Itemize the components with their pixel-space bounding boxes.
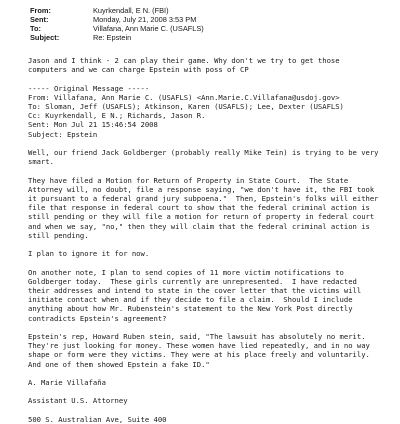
header-value: Monday, July 21, 2008 3:53 PM	[93, 15, 197, 24]
text-line: file that response in federal court to show that the federal criminal action is	[28, 203, 370, 213]
text-line: computers and we can charge Epstein with poss of CP	[28, 65, 249, 75]
email-header	[30, 6, 386, 42]
signature-name	[28, 378, 386, 387]
header-key: To:	[30, 24, 41, 33]
header-row-subject	[30, 33, 386, 42]
paragraph-1	[28, 148, 386, 166]
text-line: 500 S. Australian Ave, Suite 400	[28, 414, 167, 424]
text-line: Epstein's rep, Howard Ruben stein, said, "The lawsuit has absolutely no merit.	[28, 332, 366, 341]
text-line: shape or form were they victims. They were at his place freely and voluntarily.	[28, 350, 370, 360]
text-line: Subject: Epstein	[28, 129, 98, 139]
text-line: ----- Original Message -----	[28, 83, 150, 93]
text-line: contradicts Epstein's agreement?	[28, 313, 167, 323]
paragraph-3	[28, 249, 386, 258]
text-line: still pending.	[28, 230, 89, 240]
paragraph-5	[28, 332, 386, 369]
text-line: Attorney will, no doubt, file a response saying, "we don't have it, the FBI took	[28, 184, 375, 194]
text-line: and when we say, "no," then they will claim that the federal criminal action is	[28, 221, 370, 231]
text-line: anything about how Mr. Rubenstein's statement to the New York Post directly	[28, 304, 353, 314]
text-line: it pursuant to a federal grand jury subpoena." Then, Epstein's folks will either	[28, 194, 379, 203]
paragraph-4	[28, 268, 386, 323]
text-line: They have filed a Motion for Return of Property in State Court. The State	[28, 175, 349, 185]
text-line: Goldberger today. These girls currently are unrepresented. I have redacted	[28, 276, 357, 286]
header-key: Subject:	[30, 33, 60, 42]
text-line: their addresses and intend to state in the cover letter that the victims will	[28, 286, 362, 295]
header-value: Kuyrkendall, E N. (FBI)	[93, 6, 169, 15]
text-line: smart.	[28, 157, 54, 167]
text-line: They're just looking for money. These women have lied repeatedly, and in no way	[28, 341, 370, 351]
signature-title	[28, 396, 386, 405]
text-line: On another note, I plan to send copies of 11 more victim notifications to	[28, 267, 344, 277]
text-line: initiate contact when and if they decide to file a claim. Should I include	[28, 295, 353, 305]
text-line: I plan to ignore it for now.	[28, 249, 150, 259]
email-body	[28, 56, 386, 424]
text-line: Sent: Mon Jul 21 15:46:54 2008	[28, 120, 158, 130]
text-line: To: Sloman, Jeff (USAFLS); Atkinson, Karen (USAFLS); Lee, Dexter (USAFLS)	[28, 102, 344, 111]
text-line: Cc: Kuyrkendall, E N.; Richards, Jason R.	[28, 111, 206, 121]
header-row-from	[30, 6, 386, 15]
text-line: And one of them showed Epstein a fake ID."	[28, 359, 210, 369]
text-line: From: Villafana, Ann Marie C. (USAFLS) <Ann.Marie.C.Villafana@usdoj.gov>	[28, 92, 340, 102]
original-message-header	[28, 84, 386, 139]
header-key: Sent:	[30, 15, 49, 24]
text-line: A. Marie Villafaña	[28, 378, 106, 387]
header-key: From:	[30, 6, 51, 15]
header-row-sent	[30, 15, 386, 24]
header-row-to	[30, 24, 386, 33]
text-line: Assistant U.S. Attorney	[28, 396, 128, 406]
reply-paragraph	[28, 56, 386, 74]
header-value: Villafana, Ann Marie C. (USAFLS)	[93, 24, 204, 33]
text-line: Well, our friend Jack Goldberger (probably really Mike Tein) is trying to be very	[28, 148, 379, 157]
signature-address	[28, 415, 386, 424]
text-line: Jason and I think - 2 can play their game. Why don't we try to get those	[28, 56, 340, 65]
text-line: still pending or they will file a motion for return of property in federal court	[28, 212, 375, 222]
paragraph-2	[28, 176, 386, 240]
header-value: Re: Epstein	[93, 33, 132, 42]
